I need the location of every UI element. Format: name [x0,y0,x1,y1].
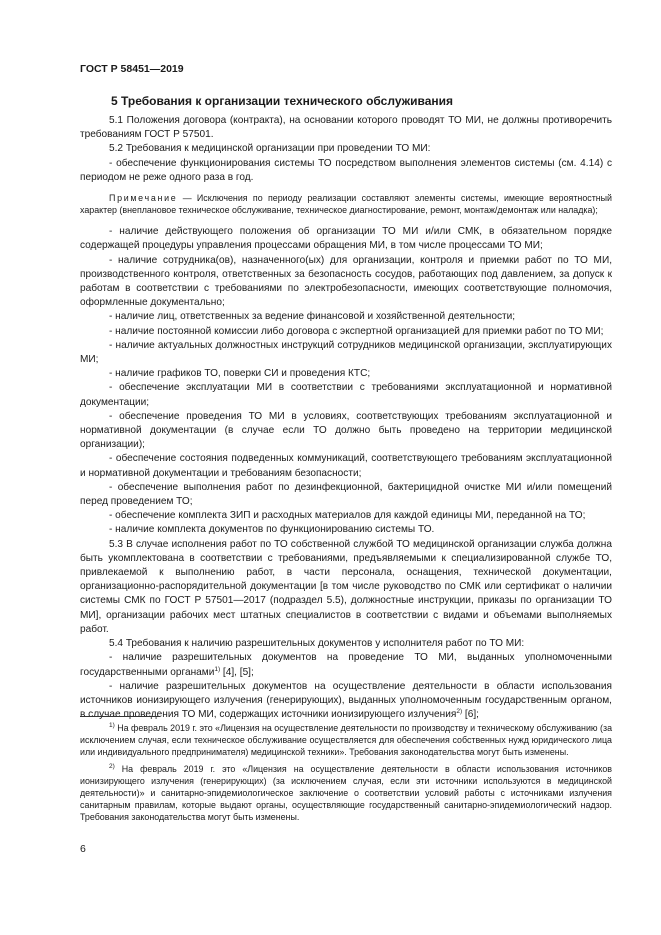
list-item: - наличие графиков ТО, поверки СИ и проведения КТС; [109,368,371,380]
list-item-text: [6]; [462,709,479,721]
list-item-text: - наличие разрешительных документов на проведение ТО МИ, выданных уполномоченными государственными органами [80,652,612,678]
footnote-ref-1[interactable]: 1) [214,665,221,673]
list-item-text: [4], [5]; [220,666,254,678]
paragraph-5-4: 5.4 Требования к наличию разрешительных документов у исполнителя работ по ТО МИ: [109,638,525,650]
paragraph-5-1: 5.1 Положения договора (контракта), на основании которого проводят ТО МИ, не должны противоречить требованиям ГОСТ Р 57501. [80,115,612,141]
footnotes [80,722,612,823]
note-text: — Исключения по периоду реализации составляют элементы системы, имеющие вероятностный характер (внеплановое техническое обслуживание, техническое диагностирование, ремонт, монтаж/демонтаж или наладка); [80,193,612,215]
footnote-1 [80,722,612,758]
footnote-text: На февраль 2019 г. это «Лицензия на осуществление деятельности по производству и техническому обслуживанию (за исключением случая, если техническое обслуживание осуществляется для обеспечения собственных нужд юридического лица или индивидуального предпринимателя) медицинской техники». Требования законодательства могут быть изменены. [80,723,612,757]
list-item: - обеспечение эксплуатации МИ в соответствии с требованиями эксплуатационной и нормативной документации; [80,382,612,408]
footnote-mark: 1) [109,722,115,729]
paragraph-5-2: 5.2 Требования к медицинской организации при проведении ТО МИ: [109,143,431,155]
list-item: - наличие комплекта документов по функционированию системы ТО. [109,524,435,536]
footnote-divider [80,716,160,717]
standard-header: ГОСТ Р 58451—2019 [80,63,184,75]
list-item: - наличие сотрудника(ов), назначенного(ых) для организации, контроля и приемки работ по ТО МИ, производственного контроля, ответственных за безопасность сосудов, работающих под давлением, за допуск к работам в соответствии с требованиями по электробезопасности, имеющих соответствующие полномочия, оформленные документально; [80,254,612,309]
footnote-ref-2[interactable]: 2) [456,708,463,716]
list-item: - обеспечение проведения ТО МИ в условиях, соответствующих требованиям эксплуатационной и нормативной документации (в случае если ТО должно быть проведено на территории медицинской организации); [80,410,612,451]
note [80,193,612,216]
list-item-text: - наличие разрешительных документов на осуществление деятельности в области использования источников ионизирующего излучения (генерирующих), выданных уполномоченным государственным органом, в случае проведения ТО МИ, содержащих источники ионизирующего излучения [80,680,612,721]
section-title: 5 Требования к организации технического обслуживания [111,94,454,108]
list-item: - наличие актуальных должностных инструкций сотрудников медицинской организации, эксплуатирующих МИ; [80,339,612,366]
list-item: - обеспечение выполнения работ по дезинфекционной, бактерицидной очистке МИ и/или помещений перед проведением ТО; [80,481,612,508]
footnote-mark: 2) [109,763,115,770]
footnote-2 [80,763,612,823]
paragraph-5-3: 5.3 В случае исполнения работ по ТО собственной службой ТО медицинской организации служба должна быть укомплектована в соответствии с требованиями, предъявляемыми к специализированной службе ТО, привлекаемой к выполнению работ, в части персонала, оснащения, технической документации, организационно-распорядительной документации [в том числе руководство по СМК или сертификат о наличии системы СМК по ГОСТ Р 57501—2017 (подраздел 5.5), должностные инструкции, приказы по организации ТО МИ], организации рабочих мест штатных специалистов в соответствии с видами и объемами выполняемых работ. [80,538,612,635]
list-item: - обеспечение состояния подведенных коммуникаций, соответствующего требованиям эксплуатационной и нормативной документации и требованиям безопасности; [80,453,612,479]
list-item: - наличие постоянной комиссии либо договора с экспертной организацией для приемки работ по ТО МИ; [109,325,604,337]
list-item: - обеспечение функционирования системы ТО посредством выполнения элементов системы (см. 4.14) с периодом не реже одного раза в год. [80,157,612,183]
list-item: - наличие лиц, ответственных за ведение финансовой и хозяйственной деятельности; [109,311,516,323]
note-label: Примечание [109,193,178,204]
footnote-text: На февраль 2019 г. это «Лицензия на осуществление деятельности в области использования источников ионизирующего излучения (генерирующих) (за исключением случая, если эти источники используются в медицинской деятельности)» и санитарно-эпидемиологическое заключение о соответствии условий работы с источниками излучения санитарным правилам, которые выдают органы, осуществляющие государственный санитарно-эпидемиологический надзор. Требования законодательства могут быть изменены. [80,764,612,822]
body-text [80,114,612,722]
list-item [80,651,612,679]
list-item: - наличие действующего положения об организации ТО МИ и/или СМК, в обязательном порядке содержащей процедуры управления процессами обращения МИ, в том числе процессами ТО МИ; [80,226,612,252]
page-number: 6 [80,843,86,855]
list-item: - обеспечение комплекта ЗИП и расходных материалов для каждой единицы МИ, переданной на ТО; [109,510,586,522]
